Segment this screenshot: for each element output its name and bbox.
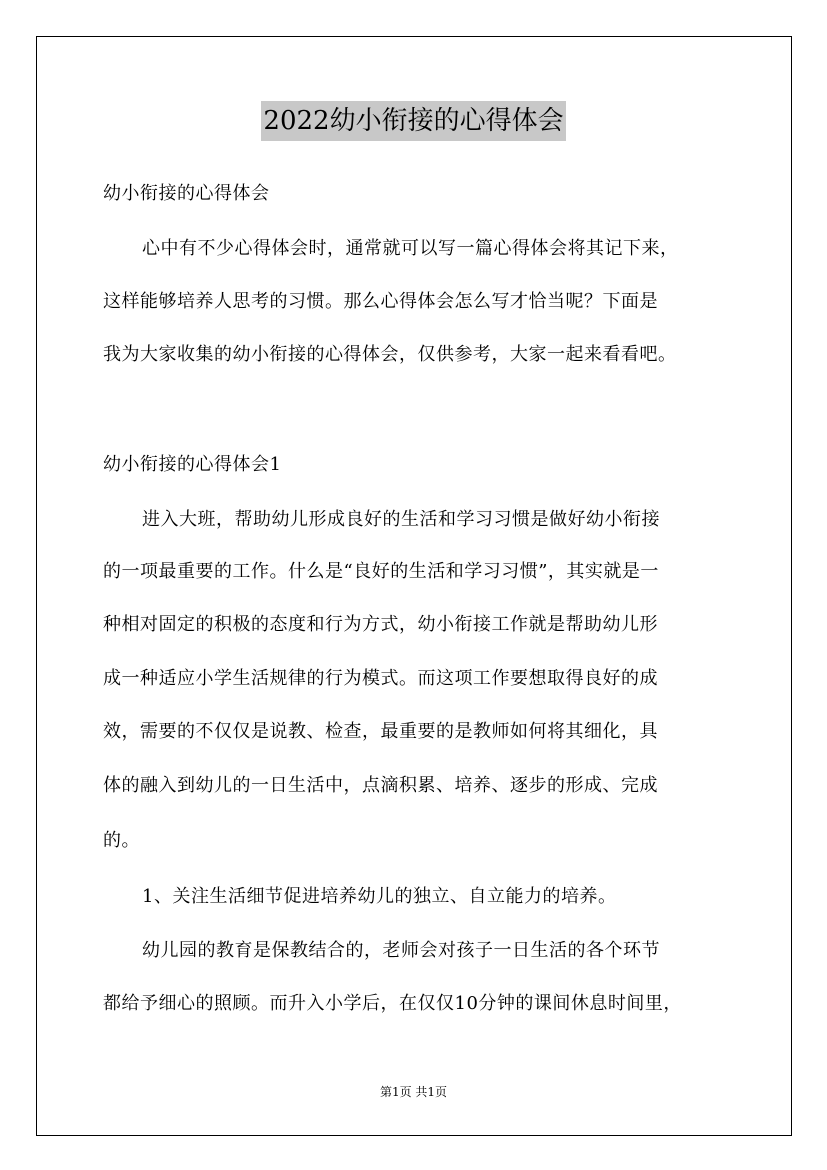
paragraph-line: 这样能够培养人思考的习惯。那么心得体会怎么写才恰当呢？下面是	[103, 291, 658, 312]
paragraph-line: 心中有不少心得体会时，通常就可以写一篇心得体会将其记下来，	[142, 238, 679, 259]
title-container	[0, 101, 827, 141]
paragraph-line: 体的融入到幼儿的一日生活中，点滴积累、培养、逐步的形成、完成	[103, 775, 658, 796]
section-heading: 幼小衔接的心得体会1	[103, 454, 282, 475]
document-title: 2022幼小衔接的心得体会	[261, 101, 565, 141]
paragraph-line: 种相对固定的积极的态度和行为方式，幼小衔接工作就是帮助幼儿形	[103, 614, 658, 635]
section-heading: 幼小衔接的心得体会	[103, 183, 270, 204]
paragraph-line: 的一项最重要的工作。什么是“良好的生活和学习习惯”，其实就是一	[103, 561, 659, 582]
paragraph-line: 效，需要的不仅仅是说教、检查，最重要的是教师如何将其细化，具	[103, 721, 658, 742]
paragraph-line: 进入大班，帮助幼儿形成良好的生活和学习习惯是做好幼小衔接	[142, 509, 660, 530]
page-footer: 第1页 共1页	[379, 1085, 448, 1099]
list-item: 1、关注生活细节促进培养幼儿的独立、自立能力的培养。	[142, 886, 617, 907]
paragraph-line: 都给予细心的照顾。而升入小学后，在仅仅10分钟的课间休息时间里，	[103, 993, 682, 1014]
paragraph-line: 我为大家收集的幼小衔接的心得体会，仅供参考，大家一起来看看吧。	[103, 344, 677, 365]
paragraph-line: 幼儿园的教育是保教结合的，老师会对孩子一日生活的各个环节	[142, 940, 660, 961]
paragraph-line: 成一种适应小学生活规律的行为模式。而这项工作要想取得良好的成	[103, 668, 658, 689]
paragraph-line: 的。	[103, 830, 140, 851]
